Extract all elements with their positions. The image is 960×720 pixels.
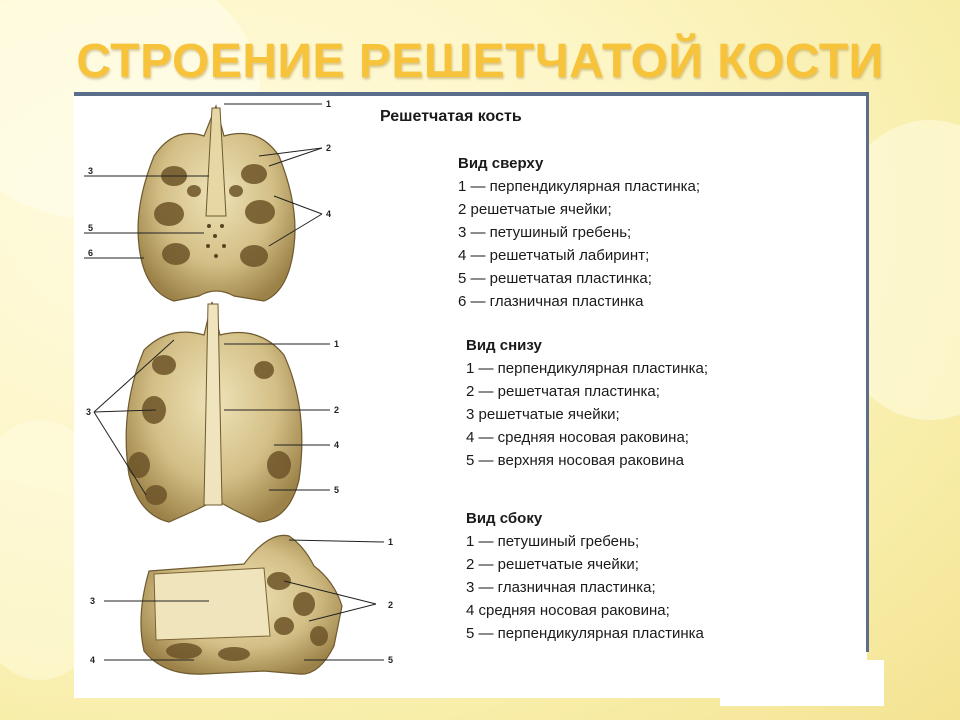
- callout-label: 2: [334, 405, 340, 415]
- section-top-view: [458, 152, 700, 313]
- legend-item: 1 — петушиный гребень;: [466, 533, 640, 550]
- section-heading: Вид сверху: [458, 155, 544, 172]
- figure-side-view: [84, 526, 404, 686]
- panel-right-border: [866, 92, 869, 652]
- section-bottom-view: [466, 334, 708, 472]
- callout-label: 4: [334, 440, 340, 450]
- legend-item: 2 решетчатые ячейки;: [458, 201, 612, 218]
- callout-label: 4: [326, 209, 332, 219]
- callout-label: 6: [88, 248, 94, 258]
- legend-item: 3 решетчатые ячейки;: [466, 406, 620, 423]
- callout-label: 2: [388, 600, 394, 610]
- legend-item: 3 — глазничная пластинка;: [466, 579, 656, 596]
- legend-item: 3 — петушиный гребень;: [458, 224, 632, 241]
- figure-top-view: [84, 96, 344, 311]
- section-side-view: [466, 507, 704, 645]
- corner-white-box: [720, 660, 884, 706]
- section-heading: Вид сбоку: [466, 510, 543, 527]
- legend-item: 1 — перпендикулярная пластинка;: [458, 178, 701, 195]
- callout-label: 5: [88, 223, 94, 233]
- callout-label: 1: [388, 537, 394, 547]
- callout-label: 3: [90, 596, 96, 606]
- orbital-plate: [154, 568, 270, 640]
- figure-bottom-view: [84, 300, 354, 530]
- legend-item: 2 — решетчатая пластинка;: [466, 383, 660, 400]
- slide-title: СТРОЕНИЕ РЕШЕТЧАТОЙ КОСТИ: [76, 35, 884, 88]
- callout-label: 3: [86, 407, 92, 417]
- callout-label: 5: [334, 485, 340, 495]
- legend-item: 4 средняя носовая раковина;: [466, 602, 670, 619]
- section-heading: Вид снизу: [466, 337, 542, 354]
- callout-label: 1: [326, 99, 332, 109]
- callout-label: 2: [326, 143, 332, 153]
- callout-label: 1: [334, 339, 340, 349]
- legend-item: 4 — средняя носовая раковина;: [466, 429, 689, 446]
- legend-item: 4 — решетчатый лабиринт;: [458, 247, 650, 264]
- legend-item: 6 — глазничная пластинка: [458, 293, 644, 310]
- legend-item: 1 — перпендикулярная пластинка;: [466, 360, 709, 377]
- legend-item: 5 — верхняя носовая раковина: [466, 452, 684, 469]
- callout-label: 3: [88, 166, 94, 176]
- legend-item: 5 — перпендикулярная пластинка: [466, 625, 704, 642]
- legend-item: 5 — решетчатая пластинка;: [458, 270, 652, 287]
- document-title: Решетчатая кость: [380, 108, 522, 125]
- legend-item: 2 — решетчатые ячейки;: [466, 556, 639, 573]
- callout-label: 5: [388, 655, 394, 665]
- callout-label: 4: [90, 655, 96, 665]
